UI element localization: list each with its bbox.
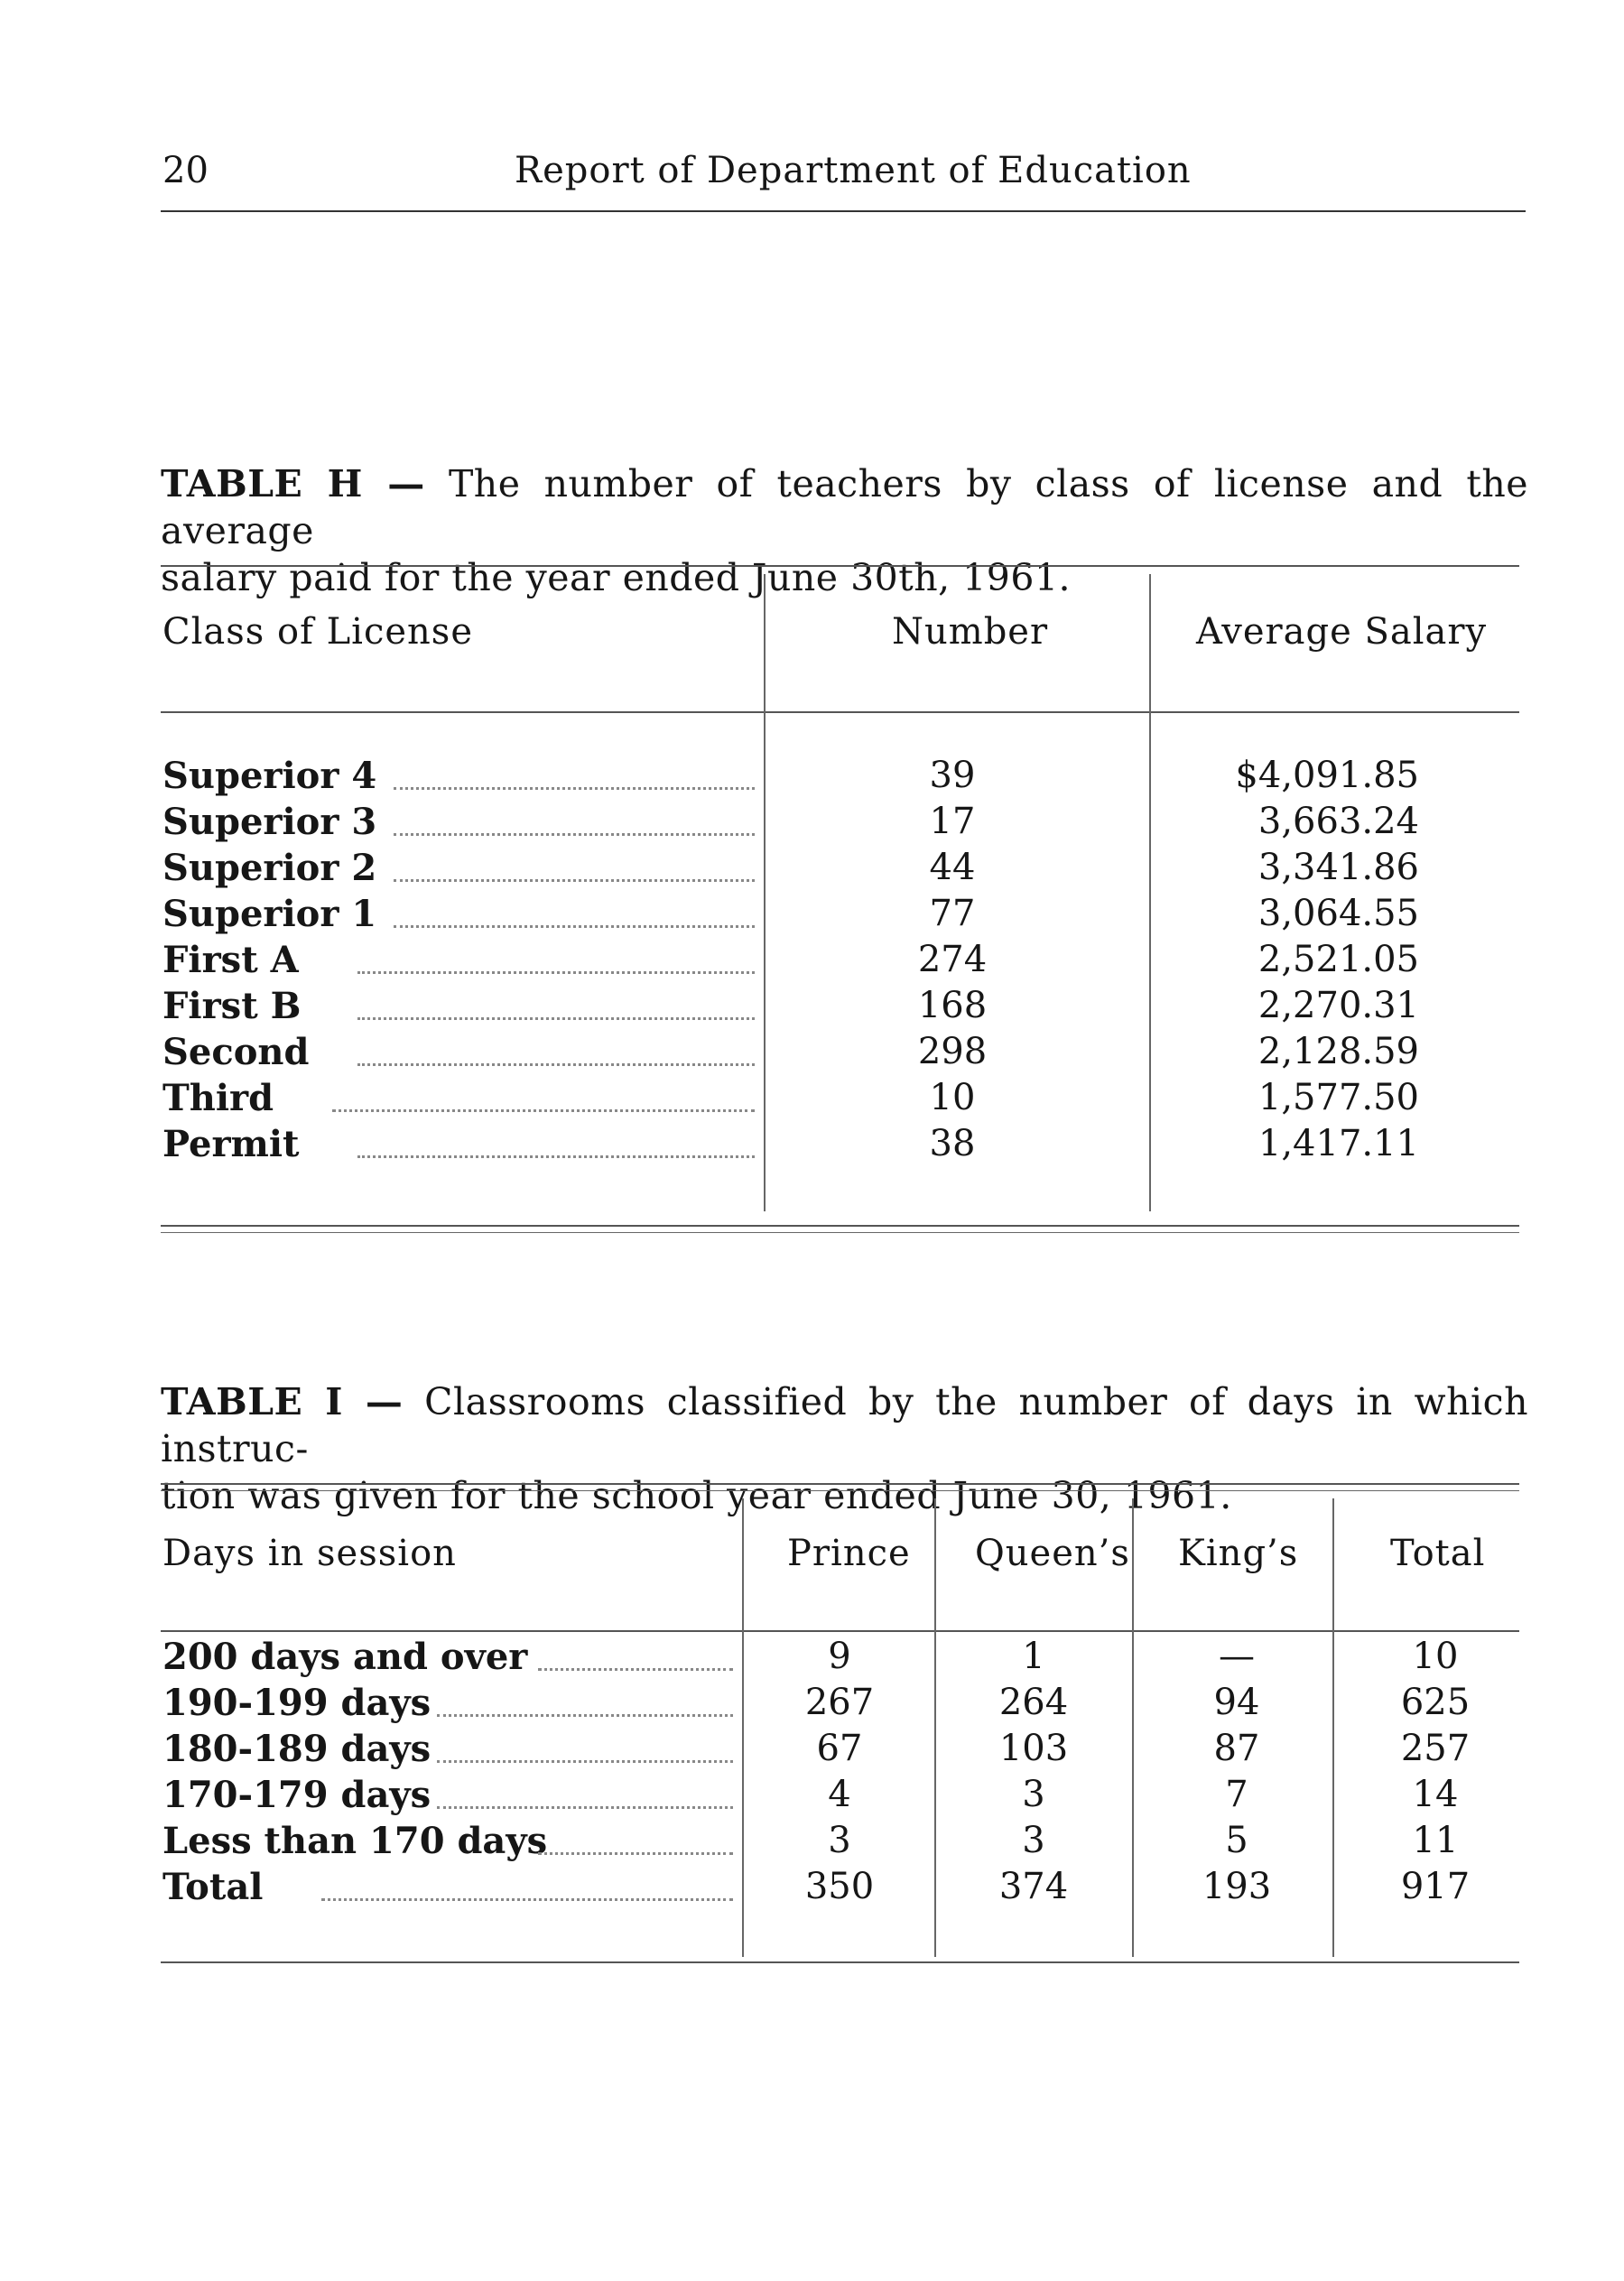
table-i-row-prince: 67 xyxy=(816,1728,863,1769)
table-i-row-queens: 103 xyxy=(998,1728,1069,1769)
table-i-row-leader xyxy=(538,1852,733,1855)
table-h-row-leader xyxy=(394,787,755,790)
table-h-row-number: 77 xyxy=(929,893,976,934)
table-i-header-rule xyxy=(161,1630,1519,1632)
table-i-row-label: 190-199 days xyxy=(162,1682,432,1724)
table-i-row-leader xyxy=(538,1668,733,1671)
page-number: 20 xyxy=(162,150,209,191)
table-i-header-queens: Queen’s xyxy=(975,1533,1130,1574)
table-h-row-leader xyxy=(357,1155,755,1158)
table-h-divider-2 xyxy=(1149,574,1151,1211)
table-h-row-salary: 3,064.55 xyxy=(1257,893,1419,934)
table-i-row-kings: 7 xyxy=(1225,1774,1248,1815)
table-i-row-kings: — xyxy=(1219,1636,1255,1677)
table-h-row-number: 168 xyxy=(917,985,988,1026)
table-h-bottom-rule-2 xyxy=(161,1232,1519,1233)
header-rule xyxy=(161,210,1526,212)
table-h-header-salary: Average Salary xyxy=(1196,611,1488,653)
table-h-row-leader xyxy=(357,1017,755,1020)
table-h-caption xyxy=(161,460,1528,601)
table-h-row-leader xyxy=(357,971,755,974)
table-h-divider-1 xyxy=(764,574,766,1211)
table-i-row-label: 200 days and over xyxy=(162,1636,528,1678)
table-h-row-label: First B xyxy=(162,985,302,1027)
table-i-row-label: Total xyxy=(162,1866,264,1908)
table-i-caption-line2: tion was given for the school year ended June 30, 1961. xyxy=(161,1474,1232,1517)
table-h-row-label: Superior 2 xyxy=(162,847,377,889)
table-i-row-label: Less than 170 days xyxy=(162,1820,548,1862)
table-i-caption-line1 xyxy=(161,1378,1528,1472)
table-i-row-prince: 267 xyxy=(804,1682,875,1723)
table-h-top-rule xyxy=(161,565,1519,567)
table-h-row-number: 39 xyxy=(929,755,976,796)
table-h-row-label: First A xyxy=(162,939,299,981)
table-h-row-label: Third xyxy=(162,1077,274,1119)
table-i-row-total: 10 xyxy=(1412,1636,1459,1677)
table-i-divider-3 xyxy=(1132,1498,1134,1957)
table-i-row-queens: 1 xyxy=(1022,1636,1045,1677)
table-i-header-days: Days in session xyxy=(162,1533,457,1574)
table-i-row-leader xyxy=(321,1898,733,1901)
table-i-row-leader xyxy=(437,1806,733,1809)
table-h-row-leader xyxy=(394,833,755,836)
table-h-row-leader xyxy=(332,1109,755,1112)
table-i-row-total: 14 xyxy=(1412,1774,1459,1815)
table-i-row-prince: 9 xyxy=(828,1636,851,1677)
table-h-row-salary: 2,270.31 xyxy=(1257,985,1419,1026)
table-h-row-label: Superior 3 xyxy=(162,801,377,843)
table-i-row-queens: 264 xyxy=(998,1682,1069,1723)
table-i-row-queens: 3 xyxy=(1022,1774,1045,1815)
table-i-row-leader xyxy=(437,1760,733,1763)
table-i-top-rule-2 xyxy=(161,1490,1519,1491)
table-i-top-rule xyxy=(161,1483,1519,1485)
table-h-row-salary: 2,521.05 xyxy=(1257,939,1419,980)
table-h-caption-line2: salary paid for the year ended June 30th, 1961. xyxy=(161,556,1072,599)
table-h-header-number: Number xyxy=(892,611,1049,653)
table-i-header-prince: Prince xyxy=(787,1533,911,1574)
table-h-row-salary: $4,091.85 xyxy=(1235,755,1419,796)
table-i-row-label: 170-179 days xyxy=(162,1774,432,1816)
table-i-caption-lead: TABLE I — xyxy=(161,1380,404,1423)
table-h-row-salary: 3,341.86 xyxy=(1257,847,1419,888)
table-h-row-label: Permit xyxy=(162,1123,300,1165)
table-h-row-number: 10 xyxy=(929,1077,976,1118)
table-h-header-rule xyxy=(161,711,1519,713)
table-h-row-number: 298 xyxy=(917,1031,988,1072)
table-h-caption-lead: TABLE H — xyxy=(161,462,425,505)
table-h-row-salary: 1,417.11 xyxy=(1257,1123,1419,1164)
table-i-row-total: 625 xyxy=(1400,1682,1471,1723)
table-h-row-salary: 2,128.59 xyxy=(1257,1031,1419,1072)
table-i-row-total: 917 xyxy=(1400,1866,1471,1907)
table-h-row-leader xyxy=(394,879,755,882)
table-h-caption-line1 xyxy=(161,460,1528,554)
table-i-row-prince: 350 xyxy=(804,1866,875,1907)
table-i-row-kings: 94 xyxy=(1213,1682,1260,1723)
table-h-bottom-rule xyxy=(161,1225,1519,1227)
table-h-header-class: Class of License xyxy=(162,611,474,653)
table-h-row-salary: 3,663.24 xyxy=(1257,801,1419,842)
table-i-caption-text: Classrooms classified by the number of days in which instruc- xyxy=(161,1380,1528,1470)
table-i-header-total: Total xyxy=(1390,1533,1486,1574)
table-h-row-leader xyxy=(394,925,755,928)
table-h-row-number: 44 xyxy=(929,847,976,888)
table-i-row-kings: 193 xyxy=(1202,1866,1272,1907)
table-h-row-leader xyxy=(357,1063,755,1066)
table-i-divider-4 xyxy=(1332,1498,1334,1957)
table-i-row-label: 180-189 days xyxy=(162,1728,432,1770)
table-i-row-prince: 3 xyxy=(828,1820,851,1861)
table-h-row-number: 38 xyxy=(929,1123,976,1164)
table-i-row-prince: 4 xyxy=(828,1774,851,1815)
table-i-header-kings: King’s xyxy=(1178,1533,1299,1574)
table-i-row-kings: 87 xyxy=(1213,1728,1260,1769)
table-h-row-number: 17 xyxy=(929,801,976,842)
table-i-row-leader xyxy=(437,1714,733,1717)
table-h-row-salary: 1,577.50 xyxy=(1257,1077,1419,1118)
table-i-row-queens: 3 xyxy=(1022,1820,1045,1861)
table-i-caption xyxy=(161,1378,1528,1519)
table-i-divider-1 xyxy=(742,1498,744,1957)
table-i-divider-2 xyxy=(934,1498,936,1957)
table-i-row-total: 257 xyxy=(1400,1728,1471,1769)
table-h-row-number: 274 xyxy=(917,939,988,980)
table-i-bottom-rule xyxy=(161,1961,1519,1963)
table-i-row-total: 11 xyxy=(1412,1820,1459,1861)
table-h-row-label: Superior 1 xyxy=(162,893,377,935)
table-i-row-queens: 374 xyxy=(998,1866,1069,1907)
table-h-row-label: Superior 4 xyxy=(162,755,377,797)
table-i-row-kings: 5 xyxy=(1225,1820,1248,1861)
table-h-caption-text: The number of teachers by class of license and the average xyxy=(161,462,1528,552)
running-title: Report of Department of Education xyxy=(515,150,1192,191)
table-h-row-label: Second xyxy=(162,1031,310,1073)
